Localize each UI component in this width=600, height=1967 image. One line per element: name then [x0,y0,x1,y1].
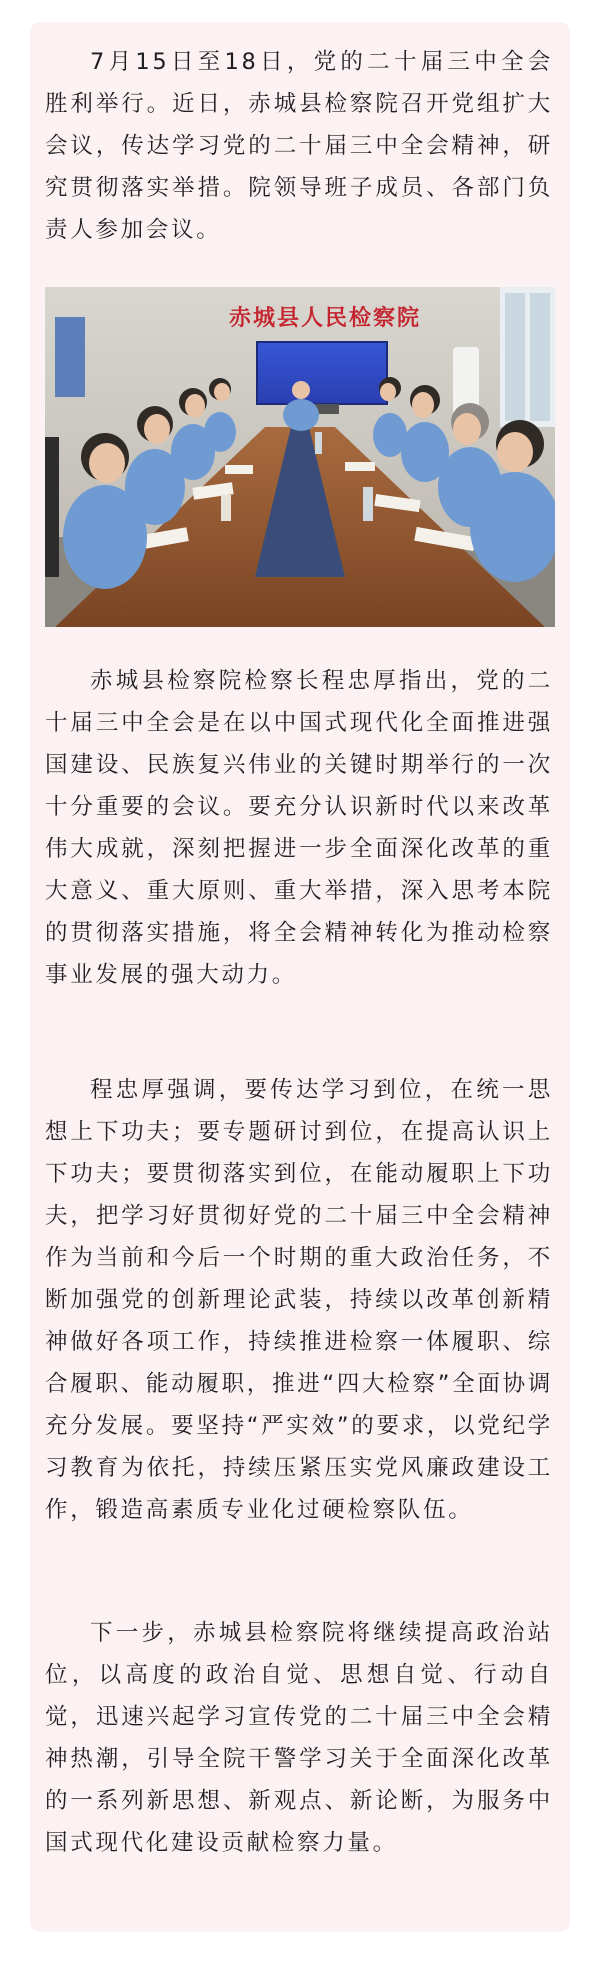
article-paragraph-2: 赤城县检察院检察长程忠厚指出，党的二十届三中全会是在以中国式现代化全面推进强国建设、民族复兴伟业的关键时期举行的一次十分重要的会议。要充分认识新时代以来改革伟大成就，深刻把握进一步全面深化改革的重大意义、重大原则、重大举措，深入思考本院的贯彻落实措施，将全会精神转化为推动检察事业发展的强大动力。 [45,668,553,988]
wall-sign: 赤城县人民检察院 [228,305,421,331]
meeting-photo [45,287,555,627]
article-paragraph-1: 7月15日至18日，党的二十届三中全会胜利举行。近日，赤城县检察院召开党组扩大会议，传达学习党的二十届三中全会精神，研究贯彻落实举措。院领导班子成员、各部门负责人参加会议。 [45,49,553,243]
article-paragraph-3: 程忠厚强调，要传达学习到位，在统一思想上下功夫；要专题研讨到位，在提高认识上下功夫；要贯彻落实到位，在能动履职上下功夫，把学习好贯彻好党的二十届三中全会精神作为当前和今后一个时期的重大政治任务，不断加强党的创新理论武装，持续以改革创新精神做好各项工作，持续推进检察一体履职、综合履职、能动履职，推进“四大检察”全面协调充分发展。要坚持“严实效”的要求，以党纪学习教育为依托，持续压紧压实党风廉政建设工作，锻造高素质专业化过硬检察队伍。 [45,1077,553,1523]
article-paragraph-4: 下一步，赤城县检察院将继续提高政治站位，以高度的政治自觉、思想自觉、行动自觉，迅速兴起学习宣传党的二十届三中全会精神热潮，引导全院干警学习关于全面深化改革的一系列新思想、新观点、新论断，为服务中国式现代化建设贡献检察力量。 [45,1620,553,1856]
meeting-scene [45,287,555,627]
